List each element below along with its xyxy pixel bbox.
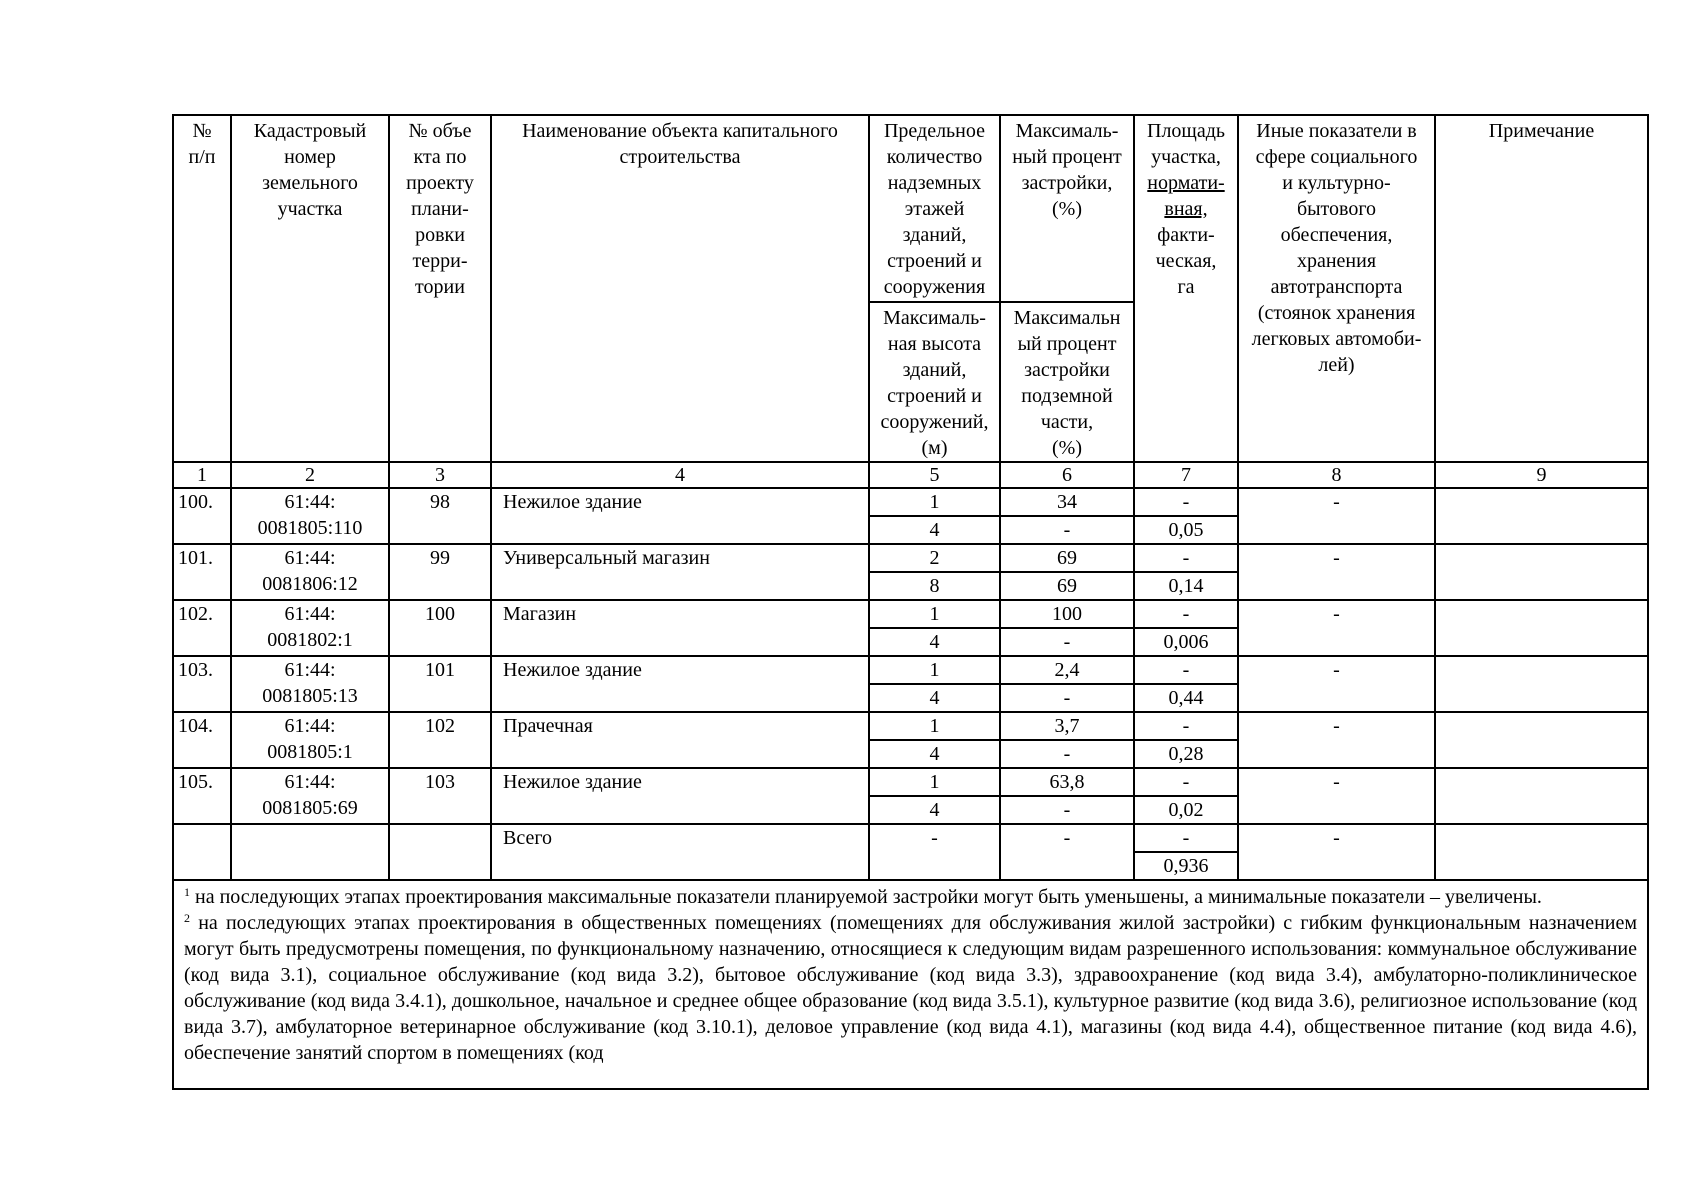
underground-percent-value: -: [1000, 516, 1134, 544]
total-area-normative: -: [1134, 824, 1238, 852]
total-note: [1435, 824, 1648, 880]
building-percent-value: 63,8: [1000, 768, 1134, 796]
table-row: [173, 544, 1648, 572]
floors-value: 1: [869, 768, 1000, 796]
footnote-2: [184, 910, 1637, 1066]
area-normative-value: -: [1134, 656, 1238, 684]
header-col-area: Площадь участка, нормати- вная, факти- ческая, га: [1134, 115, 1238, 462]
floors-value: 1: [869, 488, 1000, 516]
height-value: 4: [869, 796, 1000, 824]
area-actual-value: 0,44: [1134, 684, 1238, 712]
building-percent-value: 69: [1000, 544, 1134, 572]
total-empty-cell: [389, 824, 491, 880]
building-percent-value: 34: [1000, 488, 1134, 516]
area-normative-value: -: [1134, 544, 1238, 572]
underground-percent-value: 69: [1000, 572, 1134, 600]
land-plot-table: [172, 114, 1649, 1090]
cadastral-number: 61:44: 0081805:13: [231, 656, 389, 712]
cadastral-number: 61:44: 0081805:69: [231, 768, 389, 824]
area-normative-value: -: [1134, 712, 1238, 740]
footnote-2-mark: 2: [184, 911, 190, 925]
floors-value: 1: [869, 600, 1000, 628]
building-percent-value: 100: [1000, 600, 1134, 628]
object-name: Нежилое здание: [491, 768, 869, 824]
footnotes-row: [173, 880, 1648, 1089]
underground-percent-value: -: [1000, 684, 1134, 712]
column-number: 9: [1435, 462, 1648, 488]
column-number: 6: [1000, 462, 1134, 488]
area-actual-value: 0,05: [1134, 516, 1238, 544]
other-indicators-value: -: [1238, 600, 1435, 656]
cadastral-number: 61:44: 0081805:110: [231, 488, 389, 544]
column-number: 2: [231, 462, 389, 488]
row-number: 105.: [173, 768, 231, 824]
height-value: 4: [869, 628, 1000, 656]
column-number: 5: [869, 462, 1000, 488]
object-number: 98: [389, 488, 491, 544]
total-label: Всего: [491, 824, 869, 880]
total-percent: -: [1000, 824, 1134, 880]
row-number: 101.: [173, 544, 231, 600]
total-empty-cell: [231, 824, 389, 880]
note-value: [1435, 488, 1648, 544]
area-actual-value: 0,006: [1134, 628, 1238, 656]
floors-value: 1: [869, 712, 1000, 740]
object-number: 100: [389, 600, 491, 656]
header-col-underground-percent: Максимальн ый процент застройки подземной части, (%): [1000, 302, 1134, 462]
header-col-building-percent: Максималь- ный процент застройки, (%): [1000, 115, 1134, 302]
other-indicators-value: -: [1238, 656, 1435, 712]
area-normative-value: -: [1134, 488, 1238, 516]
header-col-height: Максималь- ная высота зданий, строений и сооружений, (м): [869, 302, 1000, 462]
header-col-object-name: Наименование объекта капитального строительства: [491, 115, 869, 462]
floors-value: 1: [869, 656, 1000, 684]
header-col-other-indicators: Иные показатели в сфере социального и культурно- бытового обеспечения, хранения автотранспорта (стоянок хранения легковых автомоби- лей): [1238, 115, 1435, 462]
floors-value: 2: [869, 544, 1000, 572]
area-normative-value: -: [1134, 768, 1238, 796]
other-indicators-value: -: [1238, 488, 1435, 544]
table-row: [173, 656, 1648, 684]
object-number: 99: [389, 544, 491, 600]
column-number: 7: [1134, 462, 1238, 488]
header-col-cadastral: Кадастровый номер земельного участка: [231, 115, 389, 462]
object-number: 101: [389, 656, 491, 712]
row-number: 104.: [173, 712, 231, 768]
total-other: -: [1238, 824, 1435, 880]
object-name: Магазин: [491, 600, 869, 656]
table-row: [173, 768, 1648, 796]
header-col-number: № п/п: [173, 115, 231, 462]
header-col-object-number: № объе кта по проекту плани- ровки терри- тории: [389, 115, 491, 462]
note-value: [1435, 712, 1648, 768]
table-row: [173, 600, 1648, 628]
other-indicators-value: -: [1238, 544, 1435, 600]
note-value: [1435, 544, 1648, 600]
total-area-actual: 0,936: [1134, 852, 1238, 880]
object-number: 102: [389, 712, 491, 768]
area-actual-value: 0,28: [1134, 740, 1238, 768]
height-value: 4: [869, 516, 1000, 544]
column-numbers-row: [173, 462, 1648, 488]
object-name: Прачечная: [491, 712, 869, 768]
header-row-top: [173, 115, 1648, 302]
cadastral-number: 61:44: 0081802:1: [231, 600, 389, 656]
total-row: [173, 824, 1648, 852]
table-row: [173, 488, 1648, 516]
note-value: [1435, 656, 1648, 712]
underground-percent-value: -: [1000, 796, 1134, 824]
header-col-floors: Предельное количество надземных этажей зданий, строений и сооружения: [869, 115, 1000, 302]
column-number: 8: [1238, 462, 1435, 488]
footnote-1-text: на последующих этапах проектирования максимальные показатели планируемой застройки могут быть уменьшены, а минимальные показатели – увеличены.: [195, 886, 1542, 908]
column-number: 4: [491, 462, 869, 488]
height-value: 4: [869, 684, 1000, 712]
row-number: 102.: [173, 600, 231, 656]
column-number: 3: [389, 462, 491, 488]
other-indicators-value: -: [1238, 712, 1435, 768]
other-indicators-value: -: [1238, 768, 1435, 824]
footnote-1: [184, 884, 1637, 910]
column-number: 1: [173, 462, 231, 488]
area-normative-value: -: [1134, 600, 1238, 628]
cadastral-number: 61:44: 0081806:12: [231, 544, 389, 600]
underground-percent-value: -: [1000, 740, 1134, 768]
table-row: [173, 712, 1648, 740]
note-value: [1435, 768, 1648, 824]
total-empty-cell: [173, 824, 231, 880]
row-number: 100.: [173, 488, 231, 544]
footnote-2-text: на последующих этапах проектирования в общественных помещениях (помещениях для обслуживания жилой застройки) с гибким функциональным назначением могут быть предусмотрены помещения, по функциональному назначению, относящиеся к следующим видам разрешенного использования: коммунальное обслуживание (код вида 3.1), социальное обслуживание (код вида 3.2), бытовое обслуживание (код вида 3.3), здравоохранение (код вида 3.4), амбулаторно-поликлиническое обслуживание (код вида 3.4.1), дошкольное, начальное и среднее общее образование (код вида 3.5.1), культурное развитие (код вида 3.6), религиозное использование (код вида 3.7), амбулаторное ветеринарное обслуживание (код 3.10.1), деловое управление (код вида 4.1), магазины (код вида 4.4), общественное питание (код вида 4.6), обеспечение занятий спортом в помещениях (код: [184, 912, 1638, 1064]
height-value: 4: [869, 740, 1000, 768]
header-col-note: Примечание: [1435, 115, 1648, 462]
footnote-1-mark: 1: [184, 885, 190, 899]
object-number: 103: [389, 768, 491, 824]
building-percent-value: 3,7: [1000, 712, 1134, 740]
area-actual-value: 0,14: [1134, 572, 1238, 600]
note-value: [1435, 600, 1648, 656]
object-name: Нежилое здание: [491, 656, 869, 712]
row-number: 103.: [173, 656, 231, 712]
object-name: Универсальный магазин: [491, 544, 869, 600]
cadastral-number: 61:44: 0081805:1: [231, 712, 389, 768]
height-value: 8: [869, 572, 1000, 600]
building-percent-value: 2,4: [1000, 656, 1134, 684]
total-floors: -: [869, 824, 1000, 880]
underground-percent-value: -: [1000, 628, 1134, 656]
object-name: Нежилое здание: [491, 488, 869, 544]
area-actual-value: 0,02: [1134, 796, 1238, 824]
footnotes-cell: [173, 880, 1648, 1089]
